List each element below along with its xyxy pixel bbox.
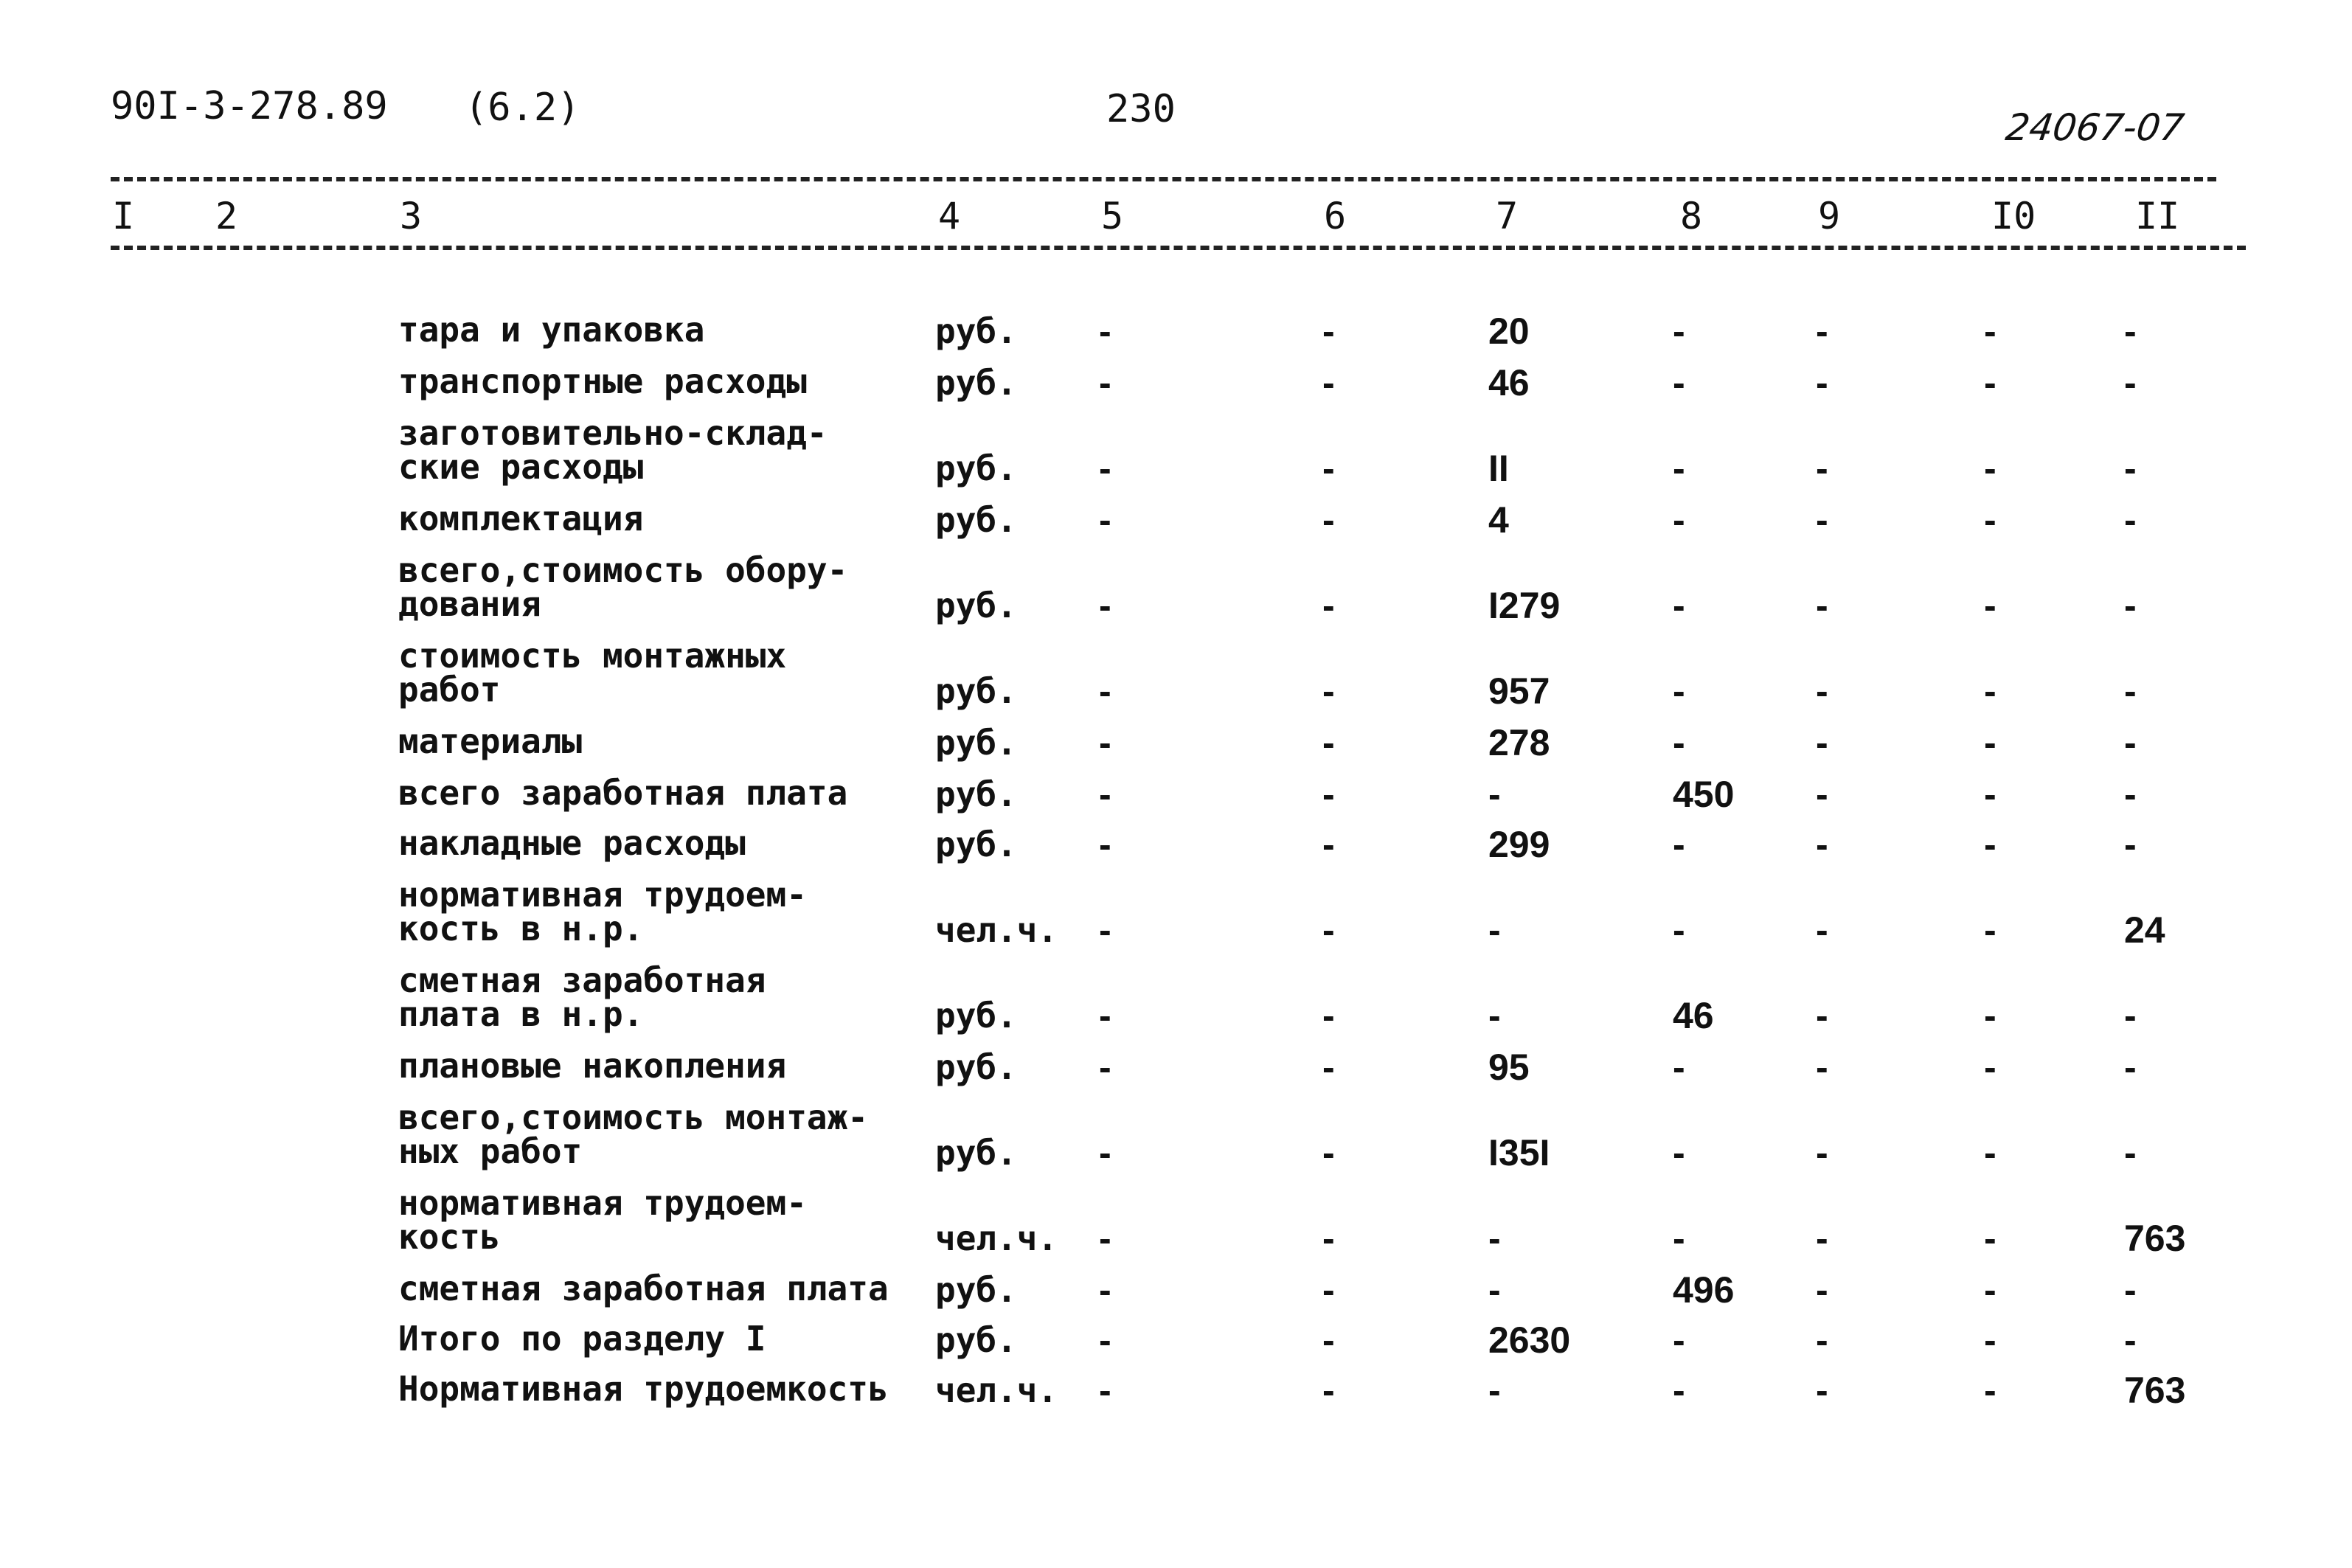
value-cell-col9: - [1816,311,1828,352]
value-cell-col10: - [1984,670,1997,712]
row-label: Нормативная трудоемкость [398,1369,889,1409]
value-cell-col8: - [1673,585,1685,626]
value-cell-col6: - [1322,1132,1335,1173]
value-cell-col11: 763 [2124,1370,2186,1411]
column-number: 7 [1496,195,1519,237]
value-cell-col7: 299 [1488,824,1550,865]
value-cell-col9: - [1816,585,1828,626]
value-cell-col8: - [1673,722,1685,763]
value-cell-col8: - [1673,1319,1685,1361]
value-cell-col5: - [1099,1132,1111,1173]
value-cell-col6: - [1322,774,1335,815]
value-cell-col8: 496 [1673,1269,1735,1311]
value-cell-col10: - [1984,722,1997,763]
unit-cell: чел.ч. [935,1370,1058,1410]
value-cell-col10: - [1984,1269,1997,1311]
value-cell-col11: - [2124,1319,2137,1361]
document-code: 90I-3-278.89 [111,84,388,128]
value-cell-col8: - [1673,1370,1685,1411]
value-cell-col7: - [1488,774,1501,815]
value-cell-col8: - [1673,362,1685,403]
value-cell-col6: - [1322,311,1335,352]
value-cell-col7: I35I [1488,1132,1550,1173]
value-cell-col9: - [1816,909,1828,951]
value-cell-col8: - [1673,311,1685,352]
handwritten-stamp: 24067-07 [2002,106,2187,149]
value-cell-col5: - [1099,362,1111,403]
row-label: всего,стоимость монтаж- ных работ [398,1097,868,1171]
unit-cell: руб. [935,723,1017,763]
unit-cell: руб. [935,586,1017,625]
value-cell-col11: - [2124,499,2137,541]
value-cell-col7: - [1488,1218,1501,1259]
value-cell-col9: - [1816,1047,1828,1088]
value-cell-col10: - [1984,448,1997,489]
value-cell-col8: - [1673,1047,1685,1088]
column-number: 3 [400,195,423,237]
value-cell-col6: - [1322,448,1335,489]
value-cell-col9: - [1816,722,1828,763]
unit-cell: руб. [935,671,1017,711]
unit-cell: руб. [935,996,1017,1035]
value-cell-col7: - [1488,1370,1501,1411]
value-cell-col10: - [1984,1047,1997,1088]
value-cell-col6: - [1322,585,1335,626]
value-cell-col5: - [1099,499,1111,541]
unit-cell: руб. [935,311,1017,351]
unit-cell: чел.ч. [935,1218,1058,1258]
column-number: 2 [215,195,238,237]
value-cell-col6: - [1322,722,1335,763]
value-cell-col11: - [2124,722,2137,763]
value-cell-col9: - [1816,995,1828,1036]
value-cell-col9: - [1816,1319,1828,1361]
value-cell-col10: - [1984,995,1997,1036]
value-cell-col5: - [1099,722,1111,763]
value-cell-col5: - [1099,909,1111,951]
value-cell-col7: 46 [1488,362,1530,403]
unit-cell: руб. [935,1320,1017,1360]
value-cell-col5: - [1099,1218,1111,1259]
value-cell-col5: - [1099,774,1111,815]
column-number: 9 [1818,195,1841,237]
value-cell-col10: - [1984,311,1997,352]
value-cell-col7: 278 [1488,722,1550,763]
column-number: I0 [1991,195,2036,237]
value-cell-col9: - [1816,774,1828,815]
row-label: накладные расходы [398,823,746,863]
unit-cell: руб. [935,1270,1017,1310]
value-cell-col10: - [1984,1370,1997,1411]
value-cell-col5: - [1099,1370,1111,1411]
value-cell-col6: - [1322,362,1335,403]
value-cell-col8: - [1673,909,1685,951]
section-number: (6.2) [465,86,580,130]
value-cell-col8: - [1673,1132,1685,1173]
value-cell-col7: 2630 [1488,1319,1571,1361]
unit-cell: руб. [935,1047,1017,1087]
value-cell-col5: - [1099,995,1111,1036]
value-cell-col11: - [2124,774,2137,815]
unit-cell: руб. [935,774,1017,814]
value-cell-col8: - [1673,499,1685,541]
value-cell-col5: - [1099,670,1111,712]
value-cell-col7: 957 [1488,670,1550,712]
value-cell-col6: - [1322,1218,1335,1259]
value-cell-col11: - [2124,1047,2137,1088]
value-cell-col11: - [2124,1269,2137,1311]
value-cell-col10: - [1984,499,1997,541]
row-label: заготовительно-склад- ские расходы [398,413,828,487]
value-cell-col10: - [1984,1319,1997,1361]
row-label: транспортные расходы [398,361,807,401]
value-cell-col9: - [1816,1218,1828,1259]
value-cell-col11: - [2124,311,2137,352]
value-cell-col9: - [1816,670,1828,712]
value-cell-col10: - [1984,909,1997,951]
unit-cell: руб. [935,363,1017,403]
value-cell-col7: - [1488,1269,1501,1311]
row-label: материалы [398,721,583,761]
value-cell-col5: - [1099,824,1111,865]
row-label: всего,стоимость обору- дования [398,550,848,624]
value-cell-col7: 20 [1488,311,1530,352]
unit-cell: руб. [935,500,1017,540]
value-cell-col10: - [1984,362,1997,403]
value-cell-col9: - [1816,824,1828,865]
unit-cell: чел.ч. [935,910,1058,950]
value-cell-col6: - [1322,909,1335,951]
value-cell-col10: - [1984,824,1997,865]
value-cell-col6: - [1322,995,1335,1036]
row-label: Итого по разделу I [398,1319,766,1359]
row-label: нормативная трудоем- кость в н.р. [398,875,807,948]
value-cell-col5: - [1099,448,1111,489]
value-cell-col10: - [1984,1218,1997,1259]
value-cell-col11: - [2124,995,2137,1036]
unit-cell: руб. [935,448,1017,488]
value-cell-col6: - [1322,1319,1335,1361]
value-cell-col8: 46 [1673,995,1714,1036]
row-label: комплектация [398,499,644,538]
value-cell-col5: - [1099,1319,1111,1361]
row-label: стоимость монтажных работ [398,636,787,710]
value-cell-col11: 24 [2124,909,2165,951]
row-label: всего заработная плата [398,773,848,813]
value-cell-col10: - [1984,1132,1997,1173]
value-cell-col6: - [1322,824,1335,865]
value-cell-col11: - [2124,448,2137,489]
value-cell-col5: - [1099,585,1111,626]
value-cell-col9: - [1816,362,1828,403]
value-cell-col5: - [1099,1269,1111,1311]
row-label: сметная заработная плата в н.р. [398,960,766,1034]
page-number: 230 [1106,87,1176,131]
value-cell-col7: - [1488,909,1501,951]
value-cell-col10: - [1984,774,1997,815]
value-cell-col9: - [1816,499,1828,541]
value-cell-col9: - [1816,1370,1828,1411]
column-number: 6 [1324,195,1347,237]
value-cell-col8: - [1673,824,1685,865]
row-label: плановые накопления [398,1046,787,1086]
value-cell-col11: 763 [2124,1218,2186,1259]
column-number: 4 [938,195,961,237]
value-cell-col11: - [2124,824,2137,865]
value-cell-col11: - [2124,1132,2137,1173]
value-cell-col8: 450 [1673,774,1735,815]
unit-cell: руб. [935,1133,1017,1173]
value-cell-col11: - [2124,362,2137,403]
value-cell-col7: I279 [1488,585,1561,626]
value-cell-col10: - [1984,585,1997,626]
value-cell-col6: - [1322,670,1335,712]
value-cell-col6: - [1322,1269,1335,1311]
value-cell-col11: - [2124,670,2137,712]
value-cell-col7: II [1488,448,1509,489]
value-cell-col5: - [1099,311,1111,352]
value-cell-col5: - [1099,1047,1111,1088]
row-label: сметная заработная плата [398,1269,889,1308]
column-number: I [112,195,135,237]
value-cell-col11: - [2124,585,2137,626]
value-cell-col7: 4 [1488,499,1509,541]
value-cell-col9: - [1816,448,1828,489]
value-cell-col6: - [1322,499,1335,541]
column-number: 8 [1680,195,1703,237]
unit-cell: руб. [935,825,1017,864]
value-cell-col8: - [1673,670,1685,712]
value-cell-col6: - [1322,1370,1335,1411]
column-number: 5 [1101,195,1124,237]
value-cell-col8: - [1673,448,1685,489]
value-cell-col6: - [1322,1047,1335,1088]
value-cell-col7: 95 [1488,1047,1530,1088]
value-cell-col9: - [1816,1132,1828,1173]
value-cell-col8: - [1673,1218,1685,1259]
row-label: тара и упаковка [398,310,705,350]
row-label: нормативная трудоем- кость [398,1183,807,1257]
value-cell-col7: - [1488,995,1501,1036]
value-cell-col9: - [1816,1269,1828,1311]
column-number: II [2135,195,2180,237]
